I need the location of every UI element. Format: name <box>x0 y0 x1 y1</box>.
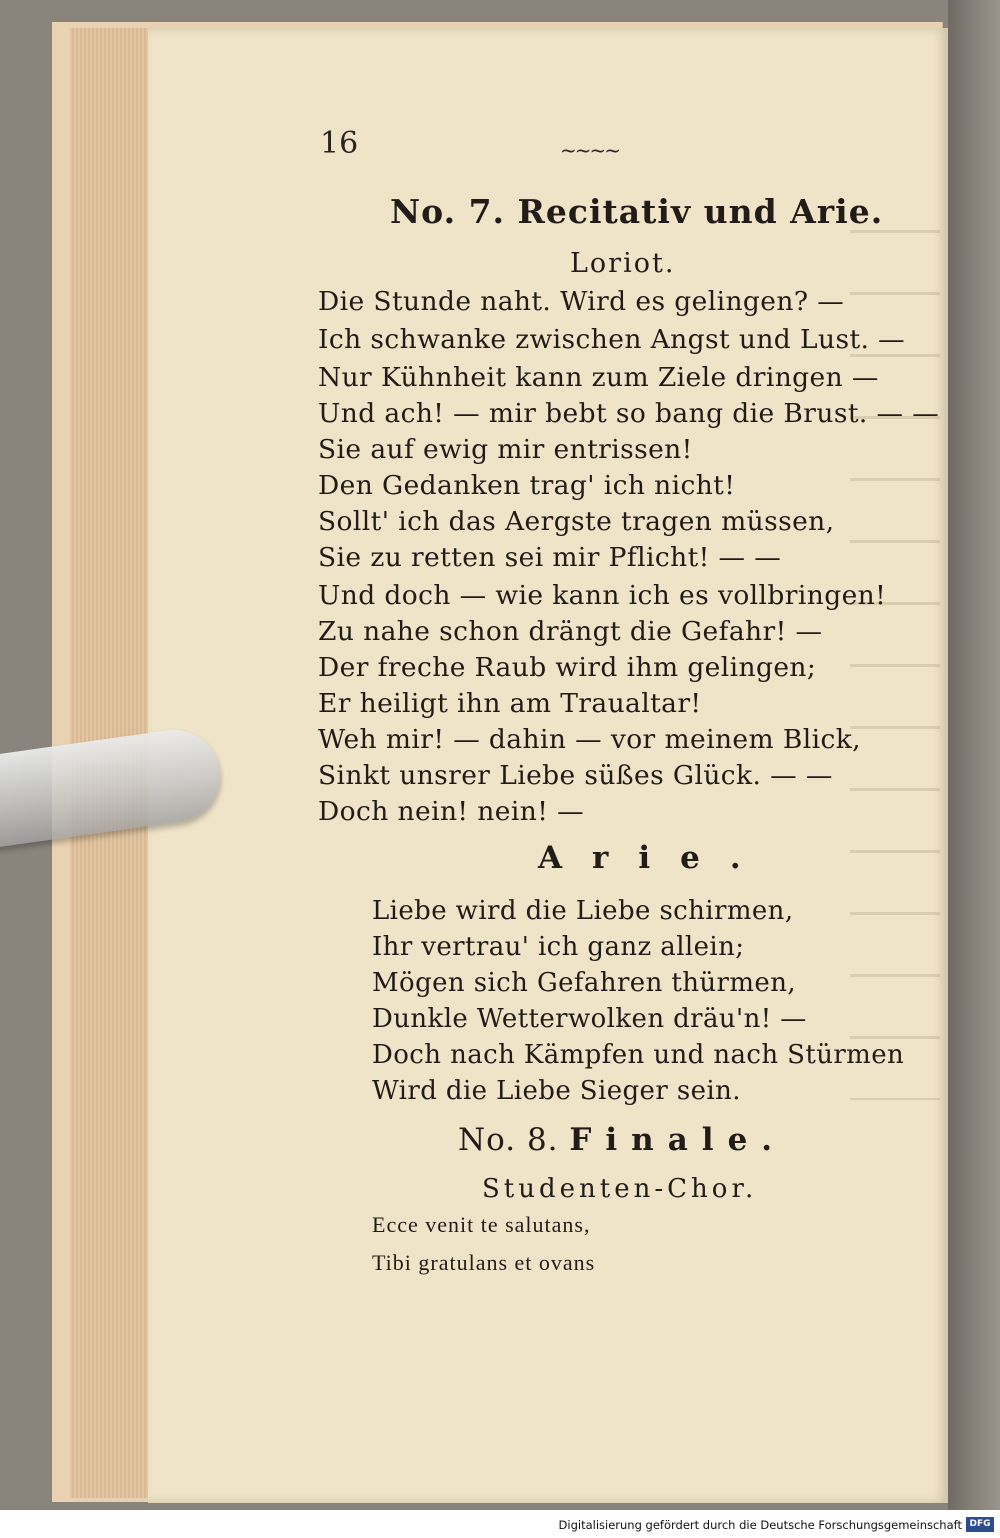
section-8-heading <box>458 1122 786 1158</box>
aria-line: Dunkle Wetterwolken dräu'n! — <box>372 1004 807 1034</box>
recitative-line: Sinkt unsrer Liebe süßes Glück. — — <box>318 760 833 791</box>
aria-line: Ihr vertrau' ich ganz allein; <box>372 932 745 962</box>
section-8-title: Finale. <box>569 1122 787 1158</box>
footer-bar <box>0 1510 1000 1538</box>
latin-line: Ecce venit te salutans, <box>372 1212 591 1237</box>
speaker-name: Loriot. <box>570 248 676 279</box>
recitative-line: Sie auf ewig mir entrissen! <box>318 434 693 465</box>
recitative-line: Der freche Raub wird ihm gelingen; <box>318 652 817 683</box>
section-7-heading: No. 7. Recitativ und Arie. <box>390 192 884 231</box>
aria-heading: Arie. <box>538 840 771 876</box>
recitative-line: Weh mir! — dahin — vor meinem Blick, <box>318 724 861 755</box>
recitative-line: Den Gedanken trag' ich nicht! <box>318 470 736 501</box>
recitative-line: Und doch — wie kann ich es vollbringen! <box>318 580 887 611</box>
aria-line: Liebe wird die Liebe schirmen, <box>372 896 794 926</box>
recitative-line: Zu nahe schon drängt die Gefahr! — <box>318 616 823 647</box>
recitative-line: Sollt' ich das Aergste tragen müssen, <box>318 506 835 537</box>
recitative-line: Und ach! — mir bebt so bang die Brust. — — <box>318 398 940 429</box>
header-ornament: ~~~~ <box>560 138 620 162</box>
recitative-line: Ich schwanke zwischen Angst und Lust. — <box>318 324 906 355</box>
page-number: 16 <box>320 126 359 161</box>
section-8-number: No. 8. <box>458 1122 559 1158</box>
latin-line: Tibi gratulans et ovans <box>372 1250 596 1275</box>
aria-line: Mögen sich Gefahren thürmen, <box>372 968 797 998</box>
recitative-line: Nur Kühnheit kann zum Ziele dringen — <box>318 362 879 393</box>
aria-line: Wird die Liebe Sieger sein. <box>372 1076 741 1106</box>
recitative-line: Sie zu retten sei mir Pflicht! — — <box>318 542 782 573</box>
recitative-line: Er heiligt ihn am Traualtar! <box>318 688 702 719</box>
dfg-logo: DFG <box>966 1517 994 1532</box>
recitative-line: Doch nein! nein! — <box>318 796 584 827</box>
footer-credit: Digitalisierung gefördert durch die Deutsche Forschungsgemeinschaft <box>558 1518 962 1532</box>
aria-line: Doch nach Kämpfen und nach Stürmen <box>372 1040 905 1070</box>
chorus-label: Studenten-Chor. <box>482 1174 758 1204</box>
scanner-edge <box>948 0 1000 1510</box>
recitative-line: Die Stunde naht. Wird es gelingen? — <box>318 286 845 317</box>
